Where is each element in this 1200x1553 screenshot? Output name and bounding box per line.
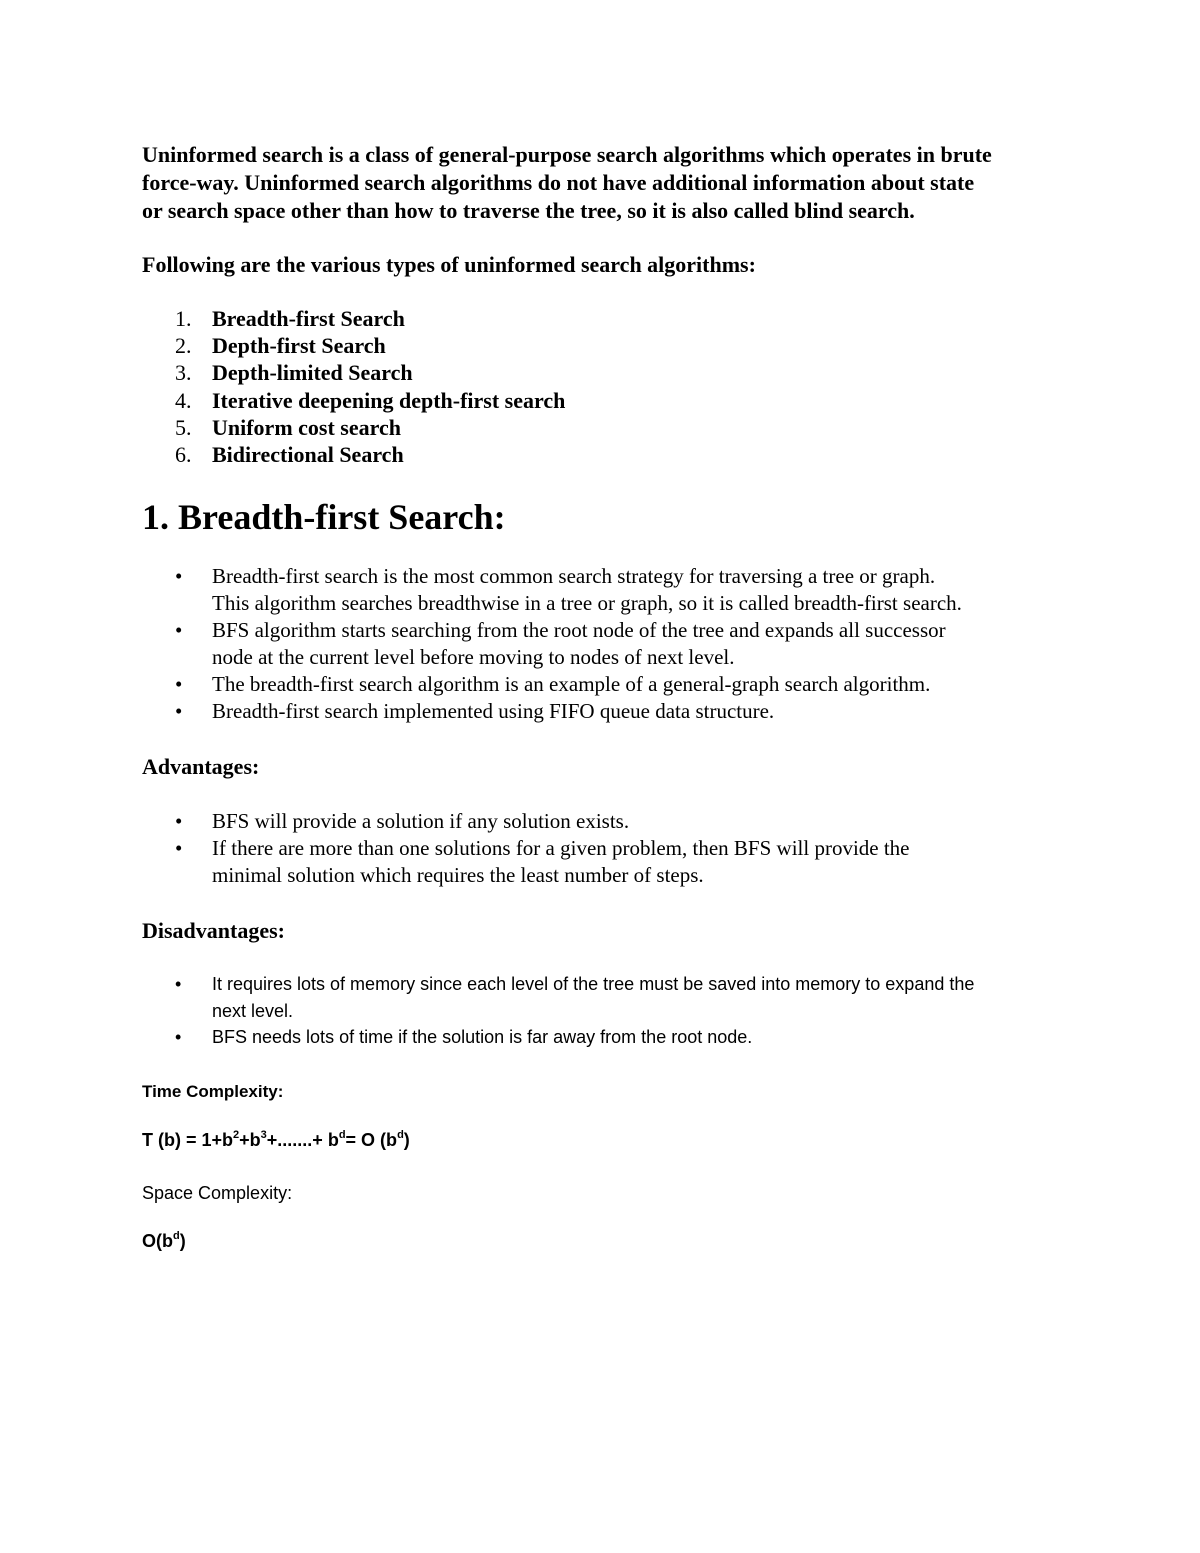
bullet-text-line: BFS needs lots of time if the solution is far away from the root node. (212, 1027, 753, 1047)
list-item (142, 671, 1062, 698)
bullet-text-line: next level. (212, 1000, 294, 1021)
advantages-list (142, 808, 1062, 889)
list-item (142, 835, 1062, 889)
formula-superscript: 2 (233, 1129, 240, 1141)
list-item-label: Iterative deepening depth-first search (212, 387, 566, 413)
bullet-text-line: Breadth-first search implemented using FIFO queue data structure. (212, 699, 775, 723)
bullet-text-line: BFS algorithm starts searching from the root node of the tree and expands all successor (212, 618, 946, 642)
space-complexity-formula (142, 1228, 186, 1254)
list-item (142, 698, 1062, 725)
algorithm-list (142, 305, 565, 468)
formula-part: = O (b (345, 1130, 398, 1150)
formula-part: T (b) = 1+b (142, 1130, 234, 1150)
bullet-text-line: minimal solution which requires the least number of steps. (212, 863, 704, 887)
list-item-label: Bidirectional Search (212, 442, 404, 468)
advantages-heading: Advantages: (142, 754, 260, 779)
bullet-icon: • (175, 974, 182, 994)
list-number: 4. (175, 387, 192, 413)
intro-line-1: Uninformed search is a class of general-purpose search algorithms which operates in brute (142, 142, 992, 167)
following-paragraph: Following are the various types of uninformed search algorithms: (142, 252, 756, 277)
list-item (142, 441, 565, 468)
list-item-label: Uniform cost search (212, 414, 401, 440)
list-item (142, 414, 565, 441)
bullet-icon: • (175, 699, 183, 723)
list-item (142, 563, 1062, 617)
disadvantages-heading: Disadvantages: (142, 918, 286, 943)
disadvantages-list (142, 971, 1082, 1051)
bullet-text-line: This algorithm searches breadthwise in a tree or graph, so it is called breadth-first search. (212, 591, 962, 615)
list-item-label: Breadth-first Search (212, 306, 405, 331)
space-complexity-label: Space Complexity: (142, 1183, 293, 1203)
bullet-text-line: Breadth-first search is the most common search strategy for traversing a tree or graph. (212, 564, 936, 588)
intro-line-2: force-way. Uninformed search algorithms do not have additional information about state (142, 170, 975, 195)
bullet-text-line: It requires lots of memory since each level of the tree must be saved into memory to expand the (212, 974, 975, 994)
list-item (142, 617, 1062, 671)
bfs-bullet-list (142, 563, 1062, 725)
list-item (142, 359, 565, 386)
list-number: 6. (175, 442, 192, 468)
bullet-text-line: node at the current level before moving to nodes of next level. (212, 645, 735, 669)
formula-superscript: 3 (260, 1129, 267, 1141)
bullet-icon: • (175, 836, 183, 860)
formula-superscript: d (397, 1129, 404, 1141)
bullet-icon: • (175, 672, 183, 696)
time-complexity-label: Time Complexity: (142, 1082, 284, 1101)
bullet-icon: • (175, 1027, 182, 1047)
formula-part: +.......+ b (266, 1130, 339, 1150)
time-complexity-formula (142, 1127, 410, 1153)
list-item-label: Depth-limited Search (212, 360, 413, 386)
intro-line-3: or search space other than how to traverse the tree, so it is also called blind search. (142, 198, 915, 223)
bullet-icon: • (175, 809, 183, 833)
formula-part: O(b (142, 1231, 173, 1251)
list-number: 5. (175, 414, 192, 440)
formula-superscript: d (338, 1129, 346, 1141)
bullet-text-line: BFS will provide a solution if any solution exists. (212, 809, 630, 833)
list-number: 1. (175, 306, 192, 331)
list-item (142, 387, 565, 414)
list-item (142, 332, 565, 359)
bullet-text-line: The breadth-first search algorithm is an example of a general-graph search algorithm. (212, 672, 931, 696)
formula-part: ) (403, 1130, 410, 1150)
section-heading: 1. Breadth-first Search: (142, 497, 506, 537)
intro-paragraph (142, 141, 1072, 225)
formula-part: +b (239, 1130, 261, 1150)
list-item (142, 808, 1062, 835)
bullet-icon: • (175, 618, 183, 642)
bullet-icon: • (175, 564, 183, 588)
formula-part: ) (179, 1231, 186, 1251)
list-number: 3. (175, 360, 192, 386)
list-item-label: Depth-first Search (212, 333, 386, 359)
list-number: 2. (175, 333, 192, 359)
list-item (142, 1024, 1082, 1051)
list-item (142, 971, 1082, 1024)
list-item (142, 305, 565, 332)
bullet-text-line: If there are more than one solutions for a given problem, then BFS will provide the (212, 836, 910, 860)
formula-superscript: d (173, 1230, 180, 1242)
